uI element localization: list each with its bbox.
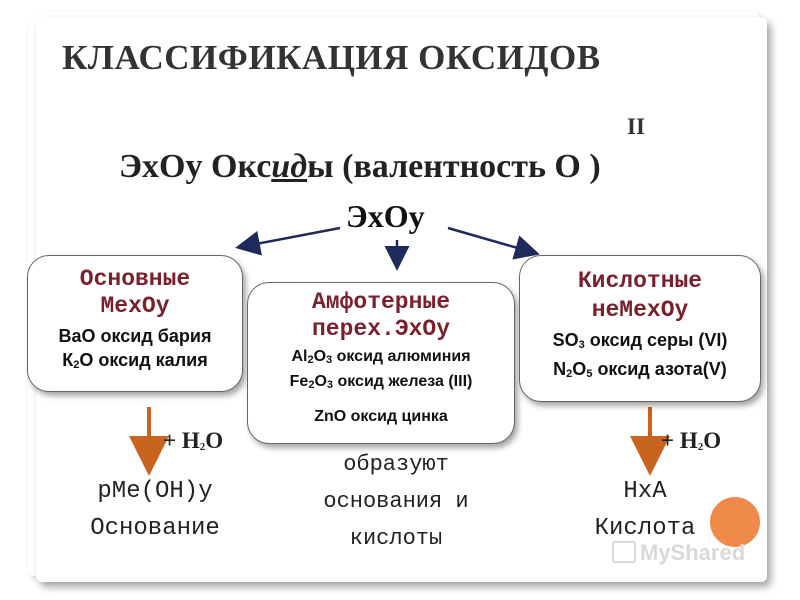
amphoteric-example-2: $Fe_2O_3$ оксид железа (III) (289, 373, 473, 391)
amphoteric-result-line-2: основания и (323, 489, 469, 514)
acidic-heading: Кислотные (577, 268, 703, 294)
slide-title: КЛАССИФИКАЦИЯ ОКСИДОВ (62, 38, 601, 77)
basic-example-1: ВаО оксид бария (58, 326, 212, 346)
acidic-example-2: $N_2O_5$ оксид азота(V) (553, 359, 727, 380)
acidic-example-1: $SO_3$ оксид серы (VI) (552, 330, 728, 351)
base-formula: рМе(ОН)у (97, 478, 213, 505)
acid-formula: НхА (623, 478, 667, 505)
amphoteric-oxides-box (247, 282, 515, 444)
left-water-reagent: + $Н_2О$ (163, 428, 224, 453)
basic-formula: MeхOу (100, 293, 170, 319)
amphoteric-heading: Амфотерные (311, 289, 451, 315)
subtitle-underlined: ид (271, 148, 308, 185)
amphoteric-result (286, 446, 506, 557)
amphoteric-example-1: $Al_2O_3$ оксид алюминия (291, 348, 471, 366)
amphoteric-example-3: ZnO оксид цинка (314, 408, 448, 425)
acidic-formula: неMeхOу (591, 297, 689, 323)
acidic-oxides-box (519, 255, 761, 402)
amphoteric-result-line-1: образуют (343, 452, 449, 477)
base-name: Основание (90, 515, 220, 542)
arrow-to-basic (240, 228, 340, 247)
presentation-icon (612, 541, 636, 563)
watermark: MyShared (612, 540, 745, 566)
valence-superscript: II (627, 114, 645, 139)
basic-example-2: $К_2О$ оксид калия (62, 350, 208, 371)
arrow-to-acidic (448, 228, 535, 253)
acid-name: Кислота (594, 515, 696, 542)
amphoteric-result-line-3: кислоты (349, 526, 443, 551)
right-water-reagent: + $Н_2О$ (661, 428, 722, 453)
amphoteric-formula: перех.ЭхОу (311, 316, 451, 342)
center-formula: ЭхОу (346, 198, 425, 234)
basic-oxides-box (27, 255, 243, 392)
subtitle-part-2: ы (валентность О ) (307, 148, 601, 185)
basic-heading: Основные (79, 266, 191, 292)
subtitle-part-1: ЭхОу Окс (119, 148, 272, 185)
